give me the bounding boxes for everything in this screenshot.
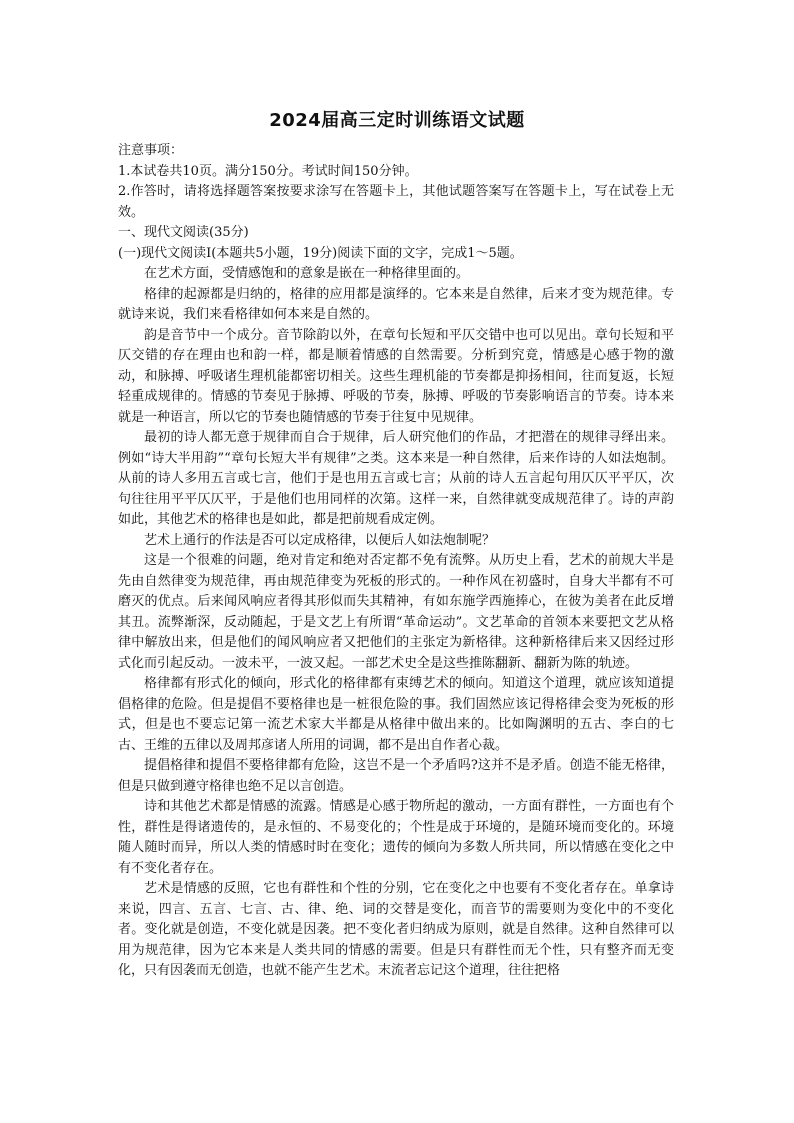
passage-paragraph: 格律都有形式化的倾向，形式化的格律都有束缚艺术的倾向。知道这个道理，就应该知道提倡格律的危险。但是提倡不要格律也是一桩很危险的事。我们固然应该记得格律会变为死板的形式，但是也不要忘记第一流艺术家大半都是从格律中做出来的。比如陶渊明的五古、李白的七古、王维的五律以及周邦彦诸人所用的词调，都不是出自作者心裁。 <box>118 676 674 753</box>
notice-item: 2.作答时，请将选择题答案按要求涂写在答题卡上，其他试题答案写在答题卡上，写在试卷上无效。 <box>118 184 674 220</box>
page-title: 2024届高三定时训练语文试题 <box>269 110 525 131</box>
section-heading: 一、现代文阅读(35分) <box>118 225 249 240</box>
exam-content <box>118 141 674 982</box>
passage-paragraph: 提倡格律和提倡不要格律都有危险，这岂不是一个矛盾吗?这并不是矛盾。创造不能无格律，但是只做到遵守格律也绝不足以言创造。 <box>118 758 674 794</box>
passage-paragraph: 艺术是情感的反照，它也有群性和个性的分别，它在变化之中也要有不变化者存在。单拿诗来说，四言、五言、七言、古、律、绝、词的交替是变化，而音节的需要则为变化中的不变化者。变化就是创造，不变化就是因袭。把不变化者归纳成为原则，就是自然律。这种自然律可以用为规范律，因为它本来是人类共同的情感的需要。但是只有群性而无个性，只有整齐而无变化，只有因袭而无创造，也就不能产生艺术。末流者忘记这个道理，往往把格 <box>118 881 674 978</box>
passage-paragraph: 这是一个很难的问题，绝对肯定和绝对否定都不免有流弊。从历史上看，艺术的前规大半是先由自然律变为规范律，再由规范律变为死板的形式的。一种作风在初盛时，自身大半都有不可磨灭的优点。后来闻风响应者得其形似而失其精神，有如东施学西施捧心，在彼为美者在此反增其丑。流弊渐深，反动随起，于是文艺上有所谓“革命运动”。文艺革命的首领本来要把文艺从格律中解放出来，但是他们的闻风响应者又把他们的主张定为新格律。这种新格律后来又因经过形式化而引起反动。一波未平，一波又起。一部艺术史全是这些推陈翻新、翻新为陈的轨迹。 <box>118 553 674 671</box>
passage-paragraph: 韵是音节中一个成分。音节除韵以外，在章句长短和平仄交错中也可以见出。章句长短和平仄交错的存在理由也和韵一样，都是顺着情感的自然需要。分析到究竟，情感是心感于物的激动，和脉搏、呼吸诸生理机能都密切相关。这些生理机能的节奏都是抑扬相间，往而复返，长短轻重成规律的。情感的节奏见于脉搏、呼吸的节奏，脉搏、呼吸的节奏影响语言的节奏。诗本来就是一种语言，所以它的节奏也随情感的节奏于往复中见规律。 <box>118 327 674 425</box>
passage-paragraph: 最初的诗人都无意于规律而自合于规律，后人研究他们的作品，才把潜在的规律寻绎出来。例如“诗大半用韵”“章句长短大半有规律”之类。这本来是一种自然律，后来作诗的人如法炮制。从前的诗人多用五言或七言，他们于是也用五言或七言；从前的诗人五言起句用仄仄平平仄，次句往往用平平仄仄平，于是他们也用同样的次第。这样一来，自然律就变成规范律了。诗的声韵如此，其他艺术的格律也是如此，都是把前规看成定例。 <box>118 430 674 527</box>
passage-paragraph: 艺术上通行的作法是否可以定成格律，以便后人如法炮制呢？ <box>144 532 496 548</box>
notice-heading: 注意事项： <box>118 143 184 158</box>
passage-paragraph: 在艺术方面，受情感饱和的意象是嵌在一种格律里面的。 <box>144 266 470 281</box>
passage-paragraph: 格律的起源都是归纳的，格律的应用都是演绎的。它本来是自然律，后来才变为规范律。专就诗来说，我们来看格律如何本来是自然的。 <box>118 286 674 322</box>
notice-item: 1.本试卷共10页。满分150分。考试时间150分钟。 <box>118 163 418 179</box>
subsection-heading: (一)现代文阅读Ⅰ(本题共5小题，19分)阅读下面的文字，完成1～5题。 <box>118 245 523 261</box>
passage-paragraph: 诗和其他艺术都是情感的流露。情感是心感于物所起的激动，一方面有群性，一方面也有个性，群性是得诸遗传的，是永恒的、不易变化的；个性是成于环境的，是随环境而变化的。环境随人随时而异，所以人类的情感时时在变化；遗传的倾向为多数人所共同，所以情感在变化之中有不变化者存在。 <box>118 799 674 876</box>
